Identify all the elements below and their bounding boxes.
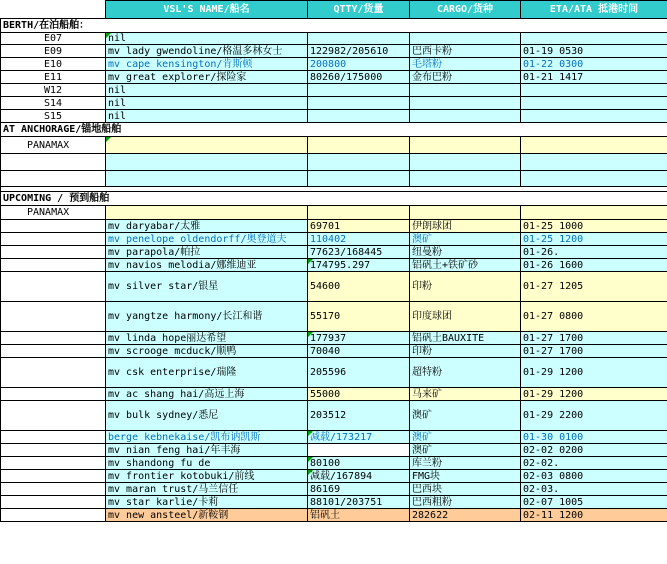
cargo-cell[interactable]: 伊朗球团	[410, 220, 521, 233]
berth-code: S14	[1, 97, 106, 110]
cargo-cell[interactable]: 金布巴粉	[410, 71, 521, 84]
upcoming-row	[1, 470, 667, 483]
eta-cell[interactable]: 02-11 1200	[521, 509, 667, 522]
quantity-cell[interactable]: 203512	[308, 401, 410, 431]
upcoming-row	[1, 431, 667, 444]
anchorage-cell[interactable]	[308, 154, 410, 171]
eta-cell[interactable]: 02-03.	[521, 483, 667, 496]
eta-cell[interactable]	[521, 84, 667, 97]
eta-cell[interactable]: 01-21 1417	[521, 71, 667, 84]
cargo-cell[interactable]: 库兰粉	[410, 457, 521, 470]
upcoming-group-row	[1, 206, 667, 220]
anchorage-cell[interactable]	[410, 154, 521, 171]
anchorage-section-title: AT ANCHORAGE/锚地船舶	[1, 123, 667, 137]
empty-code-cell	[1, 171, 106, 187]
anchorage-cell[interactable]	[308, 137, 410, 154]
empty-code-cell	[1, 457, 106, 470]
upcoming-row	[1, 388, 667, 401]
cargo-cell[interactable]	[410, 97, 521, 110]
eta-cell[interactable]: 01-29 1200	[521, 358, 667, 388]
vessel-name-cell[interactable]: mv nian feng hai/年丰海	[106, 444, 308, 457]
berth-code: E07	[1, 33, 106, 45]
vessel-name-cell[interactable]: mv new ansteel/新鞍钢	[106, 509, 308, 522]
quantity-cell[interactable]: 55170	[308, 302, 410, 332]
quantity-cell[interactable]	[308, 84, 410, 97]
header-cargo: CARGO/货种	[410, 1, 521, 19]
anchorage-cell[interactable]	[106, 171, 308, 187]
anchorage-cell[interactable]	[106, 154, 308, 171]
empty-code-cell	[1, 431, 106, 444]
vessel-name-cell[interactable]: nil	[106, 33, 308, 45]
quantity-cell[interactable]: 77623/168445	[308, 246, 410, 259]
eta-cell[interactable]: 02-02.	[521, 457, 667, 470]
vessel-name-cell[interactable]: mv csk enterprise/瑞隆	[106, 358, 308, 388]
vessel-name-cell[interactable]: mv linda hope丽达希望	[106, 332, 308, 345]
empty-code-cell	[1, 246, 106, 259]
vessel-name-cell[interactable]: mv star karlie/卡莉	[106, 496, 308, 509]
upcoming-row	[1, 496, 667, 509]
anchorage-cell[interactable]	[410, 171, 521, 187]
berth-code: E11	[1, 71, 106, 84]
eta-cell[interactable]: 01-27 1205	[521, 272, 667, 302]
anchorage-cell[interactable]	[521, 154, 667, 171]
vessel-name-cell[interactable]: mv daryabar/太雅	[106, 220, 308, 233]
upcoming-row	[1, 483, 667, 496]
berth-code: E10	[1, 58, 106, 71]
vessel-name-cell[interactable]: mv silver star/银星	[106, 272, 308, 302]
quantity-cell[interactable]: 80260/175000	[308, 71, 410, 84]
cargo-cell[interactable]	[410, 33, 521, 45]
vessel-name-cell[interactable]: mv navios melodia/娜维迪亚	[106, 259, 308, 272]
quantity-cell[interactable]: 200800	[308, 58, 410, 71]
upcoming-row	[1, 509, 667, 522]
quantity-cell[interactable]: 铝矾土	[308, 509, 410, 522]
quantity-cell[interactable]: 减载/173217	[308, 431, 410, 444]
quantity-cell[interactable]	[308, 33, 410, 45]
anchorage-section-row	[1, 123, 667, 137]
vessel-name-cell[interactable]: mv lady gwendoline/格温多林女士	[106, 45, 308, 58]
upcoming-row	[1, 457, 667, 470]
berth-row	[1, 110, 667, 123]
cargo-cell[interactable]: 澳矿	[410, 431, 521, 444]
upcoming-row	[1, 401, 667, 431]
empty-code-cell	[1, 302, 106, 332]
eta-cell[interactable]: 01-26.	[521, 246, 667, 259]
cargo-cell[interactable]: 澳矿	[410, 401, 521, 431]
berth-section-row	[1, 19, 667, 33]
upcoming-cell[interactable]	[308, 206, 410, 220]
upcoming-row	[1, 246, 667, 259]
anchorage-group-row	[1, 137, 667, 154]
empty-code-cell	[1, 509, 106, 522]
eta-cell[interactable]: 01-26 1600	[521, 259, 667, 272]
eta-cell[interactable]: 01-29 1200	[521, 388, 667, 401]
berth-code: W12	[1, 84, 106, 97]
berth-code: S15	[1, 110, 106, 123]
anchorage-empty-row	[1, 171, 667, 187]
berth-row	[1, 84, 667, 97]
empty-code-cell	[1, 470, 106, 483]
upcoming-row	[1, 233, 667, 246]
quantity-cell[interactable]: 86169	[308, 483, 410, 496]
anchorage-cell[interactable]	[521, 171, 667, 187]
anchorage-cell[interactable]	[106, 137, 308, 154]
cargo-cell[interactable]: 282622	[410, 509, 521, 522]
header-blank-cell	[1, 1, 106, 19]
vessel-name-cell[interactable]: nil	[106, 97, 308, 110]
eta-cell[interactable]: 01-25 1200	[521, 233, 667, 246]
eta-cell[interactable]: 01-27 1700	[521, 332, 667, 345]
upcoming-section-title: UPCOMING / 预到船舶	[1, 192, 667, 206]
eta-cell[interactable]	[521, 97, 667, 110]
empty-code-cell	[1, 233, 106, 246]
cargo-cell[interactable]: 铝矾土BAUXITE	[410, 332, 521, 345]
anchorage-cell[interactable]	[410, 137, 521, 154]
cargo-cell[interactable]: 印粉	[410, 272, 521, 302]
vessel-name-cell[interactable]: mv shandong fu de	[106, 457, 308, 470]
quantity-cell[interactable]: 110402	[308, 233, 410, 246]
eta-cell[interactable]	[521, 110, 667, 123]
eta-cell[interactable]: 01-27 1700	[521, 345, 667, 358]
eta-cell[interactable]: 01-25 1000	[521, 220, 667, 233]
quantity-cell[interactable]: 174795.297	[308, 259, 410, 272]
cargo-cell[interactable]: 巴西粗粉	[410, 496, 521, 509]
anchorage-empty-row	[1, 154, 667, 171]
anchorage-cell[interactable]	[521, 137, 667, 154]
empty-code-cell	[1, 345, 106, 358]
empty-code-cell	[1, 332, 106, 345]
berth-row	[1, 33, 667, 45]
empty-code-cell	[1, 220, 106, 233]
upcoming-table-body	[1, 220, 667, 522]
upcoming-row	[1, 272, 667, 302]
vessel-name-cell[interactable]: mv parapola/帕拉	[106, 246, 308, 259]
eta-cell[interactable]: 01-19 0530	[521, 45, 667, 58]
upcoming-row	[1, 220, 667, 233]
empty-code-cell	[1, 154, 106, 171]
quantity-cell[interactable]: 减载/167894	[308, 470, 410, 483]
quantity-cell[interactable]: 177937	[308, 332, 410, 345]
cargo-cell[interactable]: 巴西块	[410, 483, 521, 496]
eta-cell[interactable]: 02-03 0800	[521, 470, 667, 483]
cargo-cell[interactable]: 马来矿	[410, 388, 521, 401]
anchorage-cell[interactable]	[308, 171, 410, 187]
berth-table-body	[1, 33, 667, 123]
vessel-name-cell[interactable]: mv penelope oldendorff/奥登道夫	[106, 233, 308, 246]
anchorage-group-label: PANAMAX	[1, 137, 106, 154]
cargo-cell[interactable]: 巴西卡粉	[410, 45, 521, 58]
quantity-cell[interactable]: 54600	[308, 272, 410, 302]
vessel-name-cell[interactable]: mv scrooge mcduck/顺鸭	[106, 345, 308, 358]
quantity-cell[interactable]: 88101/203751	[308, 496, 410, 509]
vessel-name-cell[interactable]: nil	[106, 84, 308, 97]
upcoming-row	[1, 259, 667, 272]
cargo-cell[interactable]: 印粉	[410, 345, 521, 358]
vessel-name-cell[interactable]: mv frontier kotobuki/前线	[106, 470, 308, 483]
vessel-name-cell[interactable]: mv great explorer/探险家	[106, 71, 308, 84]
upcoming-group-label: PANAMAX	[1, 206, 106, 220]
berth-row	[1, 58, 667, 71]
vessel-name-cell[interactable]: nil	[106, 110, 308, 123]
upcoming-row	[1, 332, 667, 345]
quantity-cell[interactable]: 70040	[308, 345, 410, 358]
vessel-name-cell[interactable]: berge kebnekaise/凯布讷凯斯	[106, 431, 308, 444]
empty-code-cell	[1, 483, 106, 496]
vessel-name-cell[interactable]: mv ac shang hai/高远上海	[106, 388, 308, 401]
quantity-cell[interactable]: 80100	[308, 457, 410, 470]
eta-cell[interactable]: 01-30 0100	[521, 431, 667, 444]
header-quantity: QTTY/货量	[308, 1, 410, 19]
cargo-cell[interactable]: 铝矾土+铁矿砂	[410, 259, 521, 272]
berth-row	[1, 71, 667, 84]
vessel-name-cell[interactable]: mv cape kensington/肯斯顿	[106, 58, 308, 71]
upcoming-section-row	[1, 192, 667, 206]
cargo-cell[interactable]	[410, 110, 521, 123]
quantity-cell[interactable]: 55000	[308, 388, 410, 401]
eta-cell[interactable]: 01-22 0300	[521, 58, 667, 71]
cargo-cell[interactable]: 印度球团	[410, 302, 521, 332]
vessel-name-cell[interactable]: mv maran trust/马兰信任	[106, 483, 308, 496]
cargo-cell[interactable]: 超特粉	[410, 358, 521, 388]
cargo-cell[interactable]: 澳矿	[410, 444, 521, 457]
quantity-cell[interactable]	[308, 110, 410, 123]
upcoming-cell[interactable]	[410, 206, 521, 220]
quantity-cell[interactable]: 69701	[308, 220, 410, 233]
upcoming-cell[interactable]	[521, 206, 667, 220]
empty-code-cell	[1, 259, 106, 272]
header-vessel-name: VSL'S NAME/船名	[106, 1, 308, 19]
berth-section-title: BERTH/在泊船舶：	[1, 19, 667, 33]
upcoming-row	[1, 345, 667, 358]
eta-cell[interactable]: 02-02 0200	[521, 444, 667, 457]
empty-code-cell	[1, 388, 106, 401]
cargo-cell[interactable]	[410, 84, 521, 97]
header-row	[1, 1, 667, 19]
upcoming-row	[1, 358, 667, 388]
header-eta: ETA/ATA 抵港时间	[521, 1, 667, 19]
berth-row	[1, 97, 667, 110]
upcoming-row	[1, 302, 667, 332]
vessel-name-cell[interactable]: mv yangtze harmony/长江和谐	[106, 302, 308, 332]
cargo-cell[interactable]: 纽曼粉	[410, 246, 521, 259]
empty-code-cell	[1, 358, 106, 388]
empty-code-cell	[1, 401, 106, 431]
empty-code-cell	[1, 496, 106, 509]
empty-code-cell	[1, 272, 106, 302]
upcoming-cell[interactable]	[106, 206, 308, 220]
upcoming-row	[1, 444, 667, 457]
eta-cell[interactable]	[521, 33, 667, 45]
cargo-cell[interactable]: 毛塔粉	[410, 58, 521, 71]
quantity-cell[interactable]: 122982/205610	[308, 45, 410, 58]
eta-cell[interactable]: 01-27 0800	[521, 302, 667, 332]
berth-row	[1, 45, 667, 58]
cargo-cell[interactable]: FMG块	[410, 470, 521, 483]
vessel-name-cell[interactable]: mv bulk sydney/悉尼	[106, 401, 308, 431]
eta-cell[interactable]: 02-07 1005	[521, 496, 667, 509]
eta-cell[interactable]: 01-29 2200	[521, 401, 667, 431]
quantity-cell[interactable]	[308, 444, 410, 457]
berth-code: E09	[1, 45, 106, 58]
quantity-cell[interactable]: 205596	[308, 358, 410, 388]
empty-code-cell	[1, 444, 106, 457]
cargo-cell[interactable]: 澳矿	[410, 233, 521, 246]
quantity-cell[interactable]	[308, 97, 410, 110]
